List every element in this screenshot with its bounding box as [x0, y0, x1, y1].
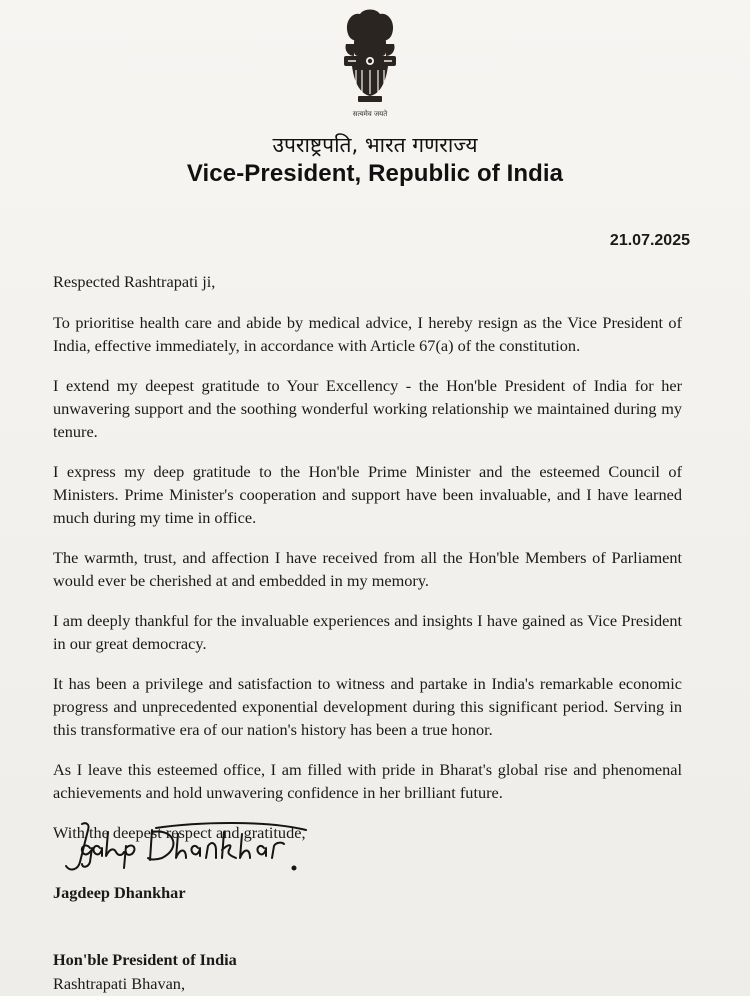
signature — [60, 818, 320, 880]
letter-date: 21.07.2025 — [609, 232, 690, 249]
recipient-address — [53, 948, 237, 996]
recipient-line-2: Rashtrapati Bhavan, — [53, 974, 186, 993]
letterhead-title-hindi: उपराष्ट्रपति, भारत गणराज्य — [272, 133, 478, 157]
paragraph: The warmth, trust, and affection I have received from all the Hon'ble Members of Parliament would ever be cherished at and embedded in my memory. — [53, 548, 682, 590]
paragraph: I express my deep gratitude to the Hon'ble Prime Minister and the esteemed Council of Ministers. Prime Minister's cooperation and support have been invaluable, and I have learned much during my time in office. — [53, 462, 682, 527]
paragraph: As I leave this esteemed office, I am filled with pride in Bharat's global rise and phenomenal achievements and hold unwavering confidence in her brilliant future. — [53, 760, 682, 802]
salutation: Respected Rashtrapati ji, — [53, 272, 216, 291]
emblem-caption: सत्यमेव जयते — [352, 110, 388, 118]
recipient-line-1: Hon'ble President of India — [53, 950, 237, 969]
letter-body — [53, 270, 682, 861]
paragraph: I extend my deepest gratitude to Your Excellency - the Hon'ble President of India for her unwavering support and the soothing wonderful working relationship we maintained during my tenure. — [53, 376, 682, 441]
paragraph: To prioritise health care and abide by medical advice, I hereby resign as the Vice President of India, effective immediately, in accordance with Article 67(a) of the constitution. — [53, 313, 682, 355]
signature-text: Jagdeep Dhankhar — [60, 818, 68, 819]
letterhead-title-english: Vice-President, Republic of India — [186, 160, 564, 187]
paragraph: It has been a privilege and satisfaction to witness and partake in India's remarkable economic progress and unprecedented exponential development during this significant period. Serving in this transformative era of our nation's history has been a true honor. — [53, 674, 682, 739]
closing: With the deepest respect and gratitude, — [53, 823, 306, 842]
signer-name: Jagdeep Dhankhar — [53, 883, 186, 902]
paragraph: I am deeply thankful for the invaluable experiences and insights I have gained as Vice President in our great democracy. — [53, 611, 682, 653]
national-emblem-icon — [334, 4, 406, 122]
